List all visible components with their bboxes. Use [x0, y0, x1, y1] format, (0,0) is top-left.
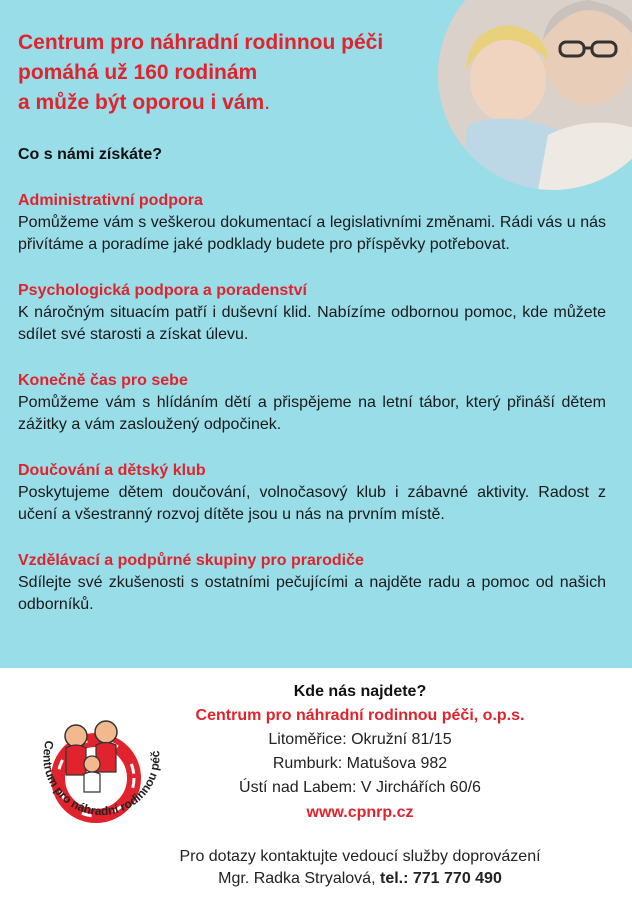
benefit-administrative — [18, 190, 606, 256]
location-heading: Kde nás najdete? — [293, 683, 427, 700]
benefit-body: Poskytujeme dětem doučování, volnočasový klub i zábavné aktivity. Radost z učení a všestranný rozvoj dítěte jsou u nás na prvním místě. — [18, 484, 606, 523]
contact-info — [100, 846, 620, 890]
organization-logo — [24, 700, 174, 830]
benefits-list — [18, 190, 606, 640]
benefit-psychological — [18, 280, 606, 346]
benefit-body: Sdílejte své zkušenosti s ostatními pečujícími a najděte radu a pomoc od našich odborníků. — [18, 574, 606, 613]
family-photo — [438, 0, 632, 190]
benefit-body: K náročným situacím patří i duševní klid. Nabízíme odbornou pomoc, kde můžete sdílet své starosti a získat úlevu. — [18, 304, 606, 343]
headline — [18, 28, 438, 118]
contact-phone[interactable]: tel.: 771 770 490 — [379, 870, 502, 887]
organization-name: Centrum pro náhradní rodinnou péči, o.p.s. — [195, 707, 525, 724]
benefit-grandparents-groups — [18, 550, 606, 616]
contact-line: Pro dotazy kontaktujte vedoucí služby doprovázení — [179, 848, 541, 865]
benefit-body: Pomůžeme vám s hlídáním dětí a přispějeme na letní tábor, který přináší dětem zážitky a vám zasloužený odpočinek. — [18, 394, 606, 433]
benefit-title: Administrativní podpora — [18, 192, 203, 209]
location-info — [160, 680, 560, 826]
intro-question: Co s námi získáte? — [18, 146, 163, 163]
address-usti: Ústí nad Labem: V Jirchářích 60/6 — [239, 779, 481, 796]
benefit-time-for-yourself — [18, 370, 606, 436]
benefit-tutoring — [18, 460, 606, 526]
headline-line-1: Centrum pro náhradní rodinnou péči — [18, 31, 384, 54]
website-link[interactable]: www.cpnrp.cz — [306, 804, 414, 821]
photo-illustration — [438, 0, 632, 190]
benefit-title: Psychologická podpora a poradenství — [18, 282, 307, 299]
logo-text: Centrum pro náhradní rodinnou péč — [40, 739, 163, 819]
benefit-title: Konečně čas pro sebe — [18, 372, 188, 389]
benefit-title: Vzdělávací a podpůrné skupiny pro prarodiče — [18, 552, 364, 569]
headline-line-2: pomáhá už 160 rodinám — [18, 61, 258, 84]
contact-name: Mgr. Radka Stryalová, — [218, 870, 376, 887]
benefit-body: Pomůžeme vám s veškerou dokumentací a legislativními změnami. Rádi vás u nás přivítáme a poradíme jaké podklady budete pro příspěvky potřebovat. — [18, 214, 606, 253]
benefit-title: Doučování a dětský klub — [18, 462, 206, 479]
contact-person — [100, 868, 620, 890]
address-rumburk: Rumburk: Matušova 982 — [272, 755, 448, 772]
address-litomerice: Litoměřice: Okružní 81/15 — [268, 731, 452, 748]
headline-line-3: a může být oporou i vám. — [18, 91, 271, 114]
